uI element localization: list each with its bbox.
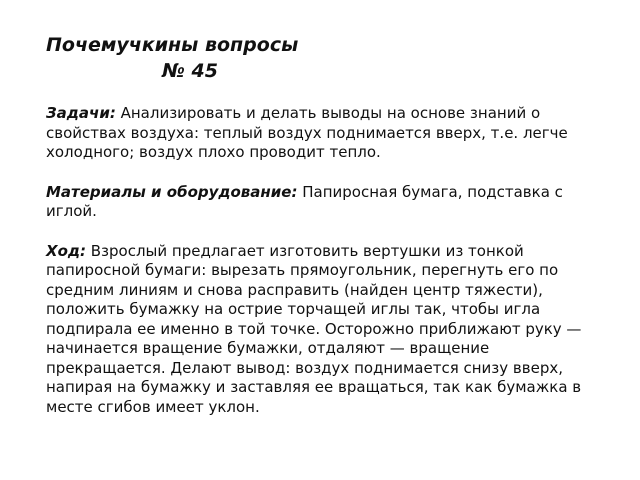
materials-text: Папиросная бумага, подставка с иглой. bbox=[46, 182, 563, 220]
page-title: Почемучкины вопросы bbox=[46, 34, 299, 56]
tasks-label: Задачи: bbox=[46, 104, 116, 122]
tasks-text: Анализировать и делать выводы на основе знаний о свойствах воздуха: теплый воздух поднимается вверх, т.е. легче холодного; воздух плохо проводит тепло. bbox=[46, 104, 568, 161]
tasks-paragraph bbox=[46, 104, 611, 163]
procedure-paragraph bbox=[46, 242, 611, 418]
slide-content bbox=[46, 32, 611, 417]
question-number: № 45 bbox=[162, 60, 218, 82]
procedure-label: Ход: bbox=[46, 241, 86, 260]
materials-label: Материалы и оборудование: bbox=[46, 182, 298, 201]
materials-paragraph bbox=[46, 183, 611, 222]
procedure-text: Взрослый предлагает изготовить вертушки из тонкой папиросной бумаги: вырезать прямоугольник, перегнуть его по средним линиям и снова расправить (найден центр тяжести), положить бумажку на острие торчащей иглы так, чтобы игла подпирала ее именно в той точке. Осторожно приближают руку — начинается вращение бумажки, отдаляют — вращение прекращается. Делают вывод: воздух поднимается снизу вверх, напирая на бумажку и заставляя ее вращаться, так как бумажка в месте сгибов имеет уклон. bbox=[46, 241, 582, 416]
